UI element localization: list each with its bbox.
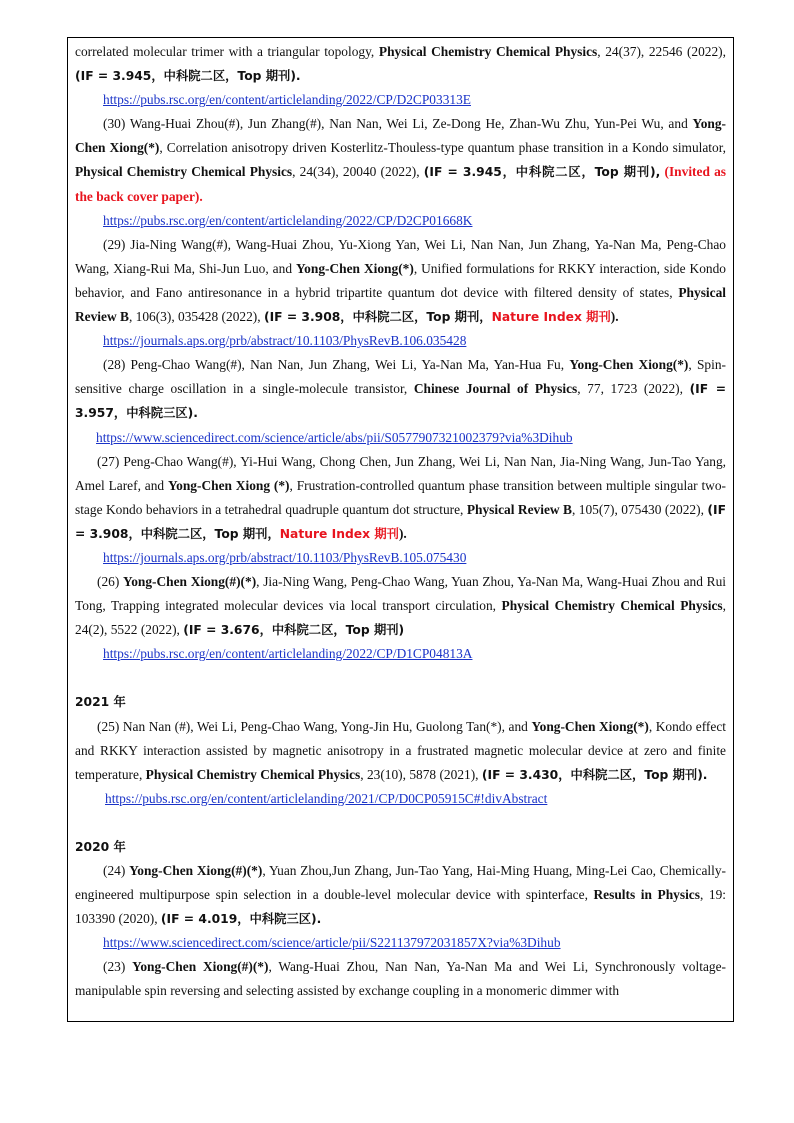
entry-26: (26) Yong-Chen Xiong(#)(*), Jia-Ning Wang, Peng-Chao Wang, Yuan Zhou, Ya-Nan Ma, Wang-Huai Zhou and Rui Tong, Trapping integrated molecular devices via local transport circulation, Physical Chemistry Chemical Physics, 24(2), 5522 (2022), (IF = 3.676，中科院二区，Top 期刊) — [75, 574, 726, 638]
entry-27: (27) Peng-Chao Wang(#), Yi-Hui Wang, Chong Chen, Jun Zhang, Wei Li, Nan Nan, Jia-Ning Wang, Jun-Tao Yang, Amel Laref, and Yong-Chen Xiong (*), Frustration-controlled quantum phase transition between multiple singular two-stage Kondo behaviors in a tetrahedral quadruple quantum dot structure, Physical Review B, 105(7), 075430 (2022), (IF = 3.908，中科院二区，Top 期刊，Nature Index 期刊). — [75, 453, 726, 541]
article-link[interactable]: https://journals.aps.org/prb/abstract/10.1103/PhysRevB.106.035428 — [103, 333, 467, 349]
journal-name: Chinese Journal of Physics — [413, 381, 578, 397]
spacer — [75, 811, 726, 835]
entry-29: (29) Jia-Ning Wang(#), Wang-Huai Zhou, Yu-Xiong Yan, Wei Li, Nan Nan, Jun Zhang, Ya-Nan Ma, Peng-Chao Wang, Xiang-Rui Ma, Shi-Jun Luo, and Yong-Chen Xiong(*), Unified formulations for RKKY interaction, side Kondo behavior, and Fano antiresonance in a hybrid tripartite quantum dot device with filtered density of states, Physical Review B, 106(3), 035428 (2022), (IF = 3.908，中科院二区，Top 期刊，Nature Index 期刊). — [75, 236, 726, 325]
publication-list — [75, 40, 726, 1004]
article-link[interactable]: https://www.sciencedirect.com/science/article/pii/S221137972031857X?via%3Dihub — [103, 935, 561, 951]
journal-name: Physical Review B — [466, 501, 572, 517]
article-link[interactable]: https://pubs.rsc.org/en/content/articlelanding/2022/CP/D1CP04813A — [103, 646, 473, 662]
year-heading-2020: 2020 年 — [75, 839, 126, 854]
entry-25: (25) Nan Nan (#), Wei Li, Peng-Chao Wang, Yong-Jin Hu, Guolong Tan(*), and Yong-Chen Xiong(*), Kondo effect and RKKY interaction assisted by magnetic anisotropy in a frustrated magnetic molecular device at zero and finite temperature, Physical Chemistry Chemical Physics, 23(10), 5878 (2021), (IF = 3.430，中科院二区，Top 期刊). — [75, 718, 726, 782]
author-name: Yong-Chen Xiong(*) — [296, 260, 414, 276]
impact-factor: (IF = 3.957，中科院三区). — [75, 382, 726, 421]
entry-28: (28) Peng-Chao Wang(#), Nan Nan, Jun Zhang, Wei Li, Ya-Nan Ma, Yan-Hua Fu, Yong-Chen Xiong(*), Spin-sensitive charge oscillation in a single-molecule transistor, Chinese Journal of Physics, 77, 1723 (2022), (IF = 3.957，中科院三区). — [75, 357, 726, 421]
journal-name: Physical Chemistry Chemical Physics — [378, 44, 598, 59]
article-link[interactable]: https://pubs.rsc.org/en/content/articlelanding/2022/CP/D2CP03313E — [103, 92, 471, 108]
impact-factor: (IF = 4.019，中科院三区). — [160, 912, 322, 927]
impact-factor: (IF = 3.945，中科院二区，Top 期刊), — [423, 165, 661, 180]
impact-factor: (IF = 3.430，中科院二区，Top 期刊). — [481, 767, 708, 782]
author-name: Yong-Chen Xiong(*) — [569, 357, 689, 373]
document-frame — [67, 37, 734, 1022]
journal-name: Physical Chemistry Chemical Physics — [501, 598, 723, 614]
entry-23: (23) Yong-Chen Xiong(#)(*), Wang-Huai Zhou, Nan Nan, Ya-Nan Ma and Wei Li, Synchronously voltage-manipulable spin reversing and selecting assisted by exchange coupling in a monomeric dimmer with — [75, 959, 726, 999]
impact-factor: (IF = 3.908，中科院二区，Top 期刊， — [75, 502, 726, 541]
author-name: Yong-Chen Xiong(#)(*) — [132, 959, 269, 975]
author-name: Yong-Chen Xiong(#)(*) — [123, 574, 257, 590]
entry-31-continued: correlated molecular trimer with a triangular topology, Physical Chemistry Chemical Physics, 24(37), 22546 (2022), (IF = 3.945，中科院二区，Top 期刊). — [75, 44, 726, 84]
author-name: Yong-Chen Xiong(*) — [75, 116, 726, 156]
author-name: Yong-Chen Xiong(#)(*) — [129, 863, 263, 878]
author-name: Yong-Chen Xiong (*) — [167, 477, 290, 493]
article-link[interactable]: https://journals.aps.org/prb/abstract/10.1103/PhysRevB.105.075430 — [103, 549, 467, 565]
entry-24: (24) Yong-Chen Xiong(#)(*), Yuan Zhou,Jun Zhang, Jun-Tao Yang, Hai-Ming Huang, Ming-Lei Cao, Chemically-engineered multipurpose spin selection in a double-level molecular device with spinterface, Results in Physics, 19: 103390 (2020), (IF = 4.019，中科院三区). — [75, 863, 727, 927]
impact-factor: (IF = 3.908，中科院二区，Top 期刊， — [263, 310, 492, 325]
cover-note: (Invited as the back cover paper). — [75, 164, 726, 204]
nature-index-badge: Nature Index 期刊 — [279, 526, 399, 541]
nature-index-badge: Nature Index 期刊 — [491, 310, 611, 325]
journal-name: Physical Review B — [75, 284, 726, 325]
article-link[interactable]: https://pubs.rsc.org/en/content/articlelanding/2021/CP/D0CP05915C#!divAbstract — [105, 790, 548, 806]
journal-name: Physical Chemistry Chemical Physics — [75, 164, 293, 180]
article-link[interactable]: https://www.sciencedirect.com/science/article/abs/pii/S0577907321002379?via%3Dihub — [96, 429, 573, 445]
spacer — [75, 666, 726, 690]
article-link[interactable]: https://pubs.rsc.org/en/content/articlelanding/2022/CP/D2CP01668K — [103, 212, 473, 228]
impact-factor: (IF = 3.945，中科院二区，Top 期刊). — [75, 69, 301, 84]
impact-factor: (IF = 3.676，中科院二区，Top 期刊) — [183, 623, 405, 638]
entry-30: (30) Wang-Huai Zhou(#), Jun Zhang(#), Nan Nan, Wei Li, Ze-Dong He, Zhan-Wu Zhu, Yun-Pei Wu, and Yong-Chen Xiong(*), Correlation anisotropy driven Kosterlitz-Thouless-type quantum phase transition in a Kondo simulator, Physical Chemistry Chemical Physics, 24(34), 20040 (2022), (IF = 3.945，中科院二区，Top 期刊), (Invited as the back cover paper). — [75, 116, 726, 204]
year-heading-2021: 2021 年 — [75, 695, 126, 710]
journal-name: Physical Chemistry Chemical Physics — [145, 766, 361, 782]
author-name: Yong-Chen Xiong(*) — [531, 718, 649, 734]
journal-name: Results in Physics — [593, 887, 700, 903]
